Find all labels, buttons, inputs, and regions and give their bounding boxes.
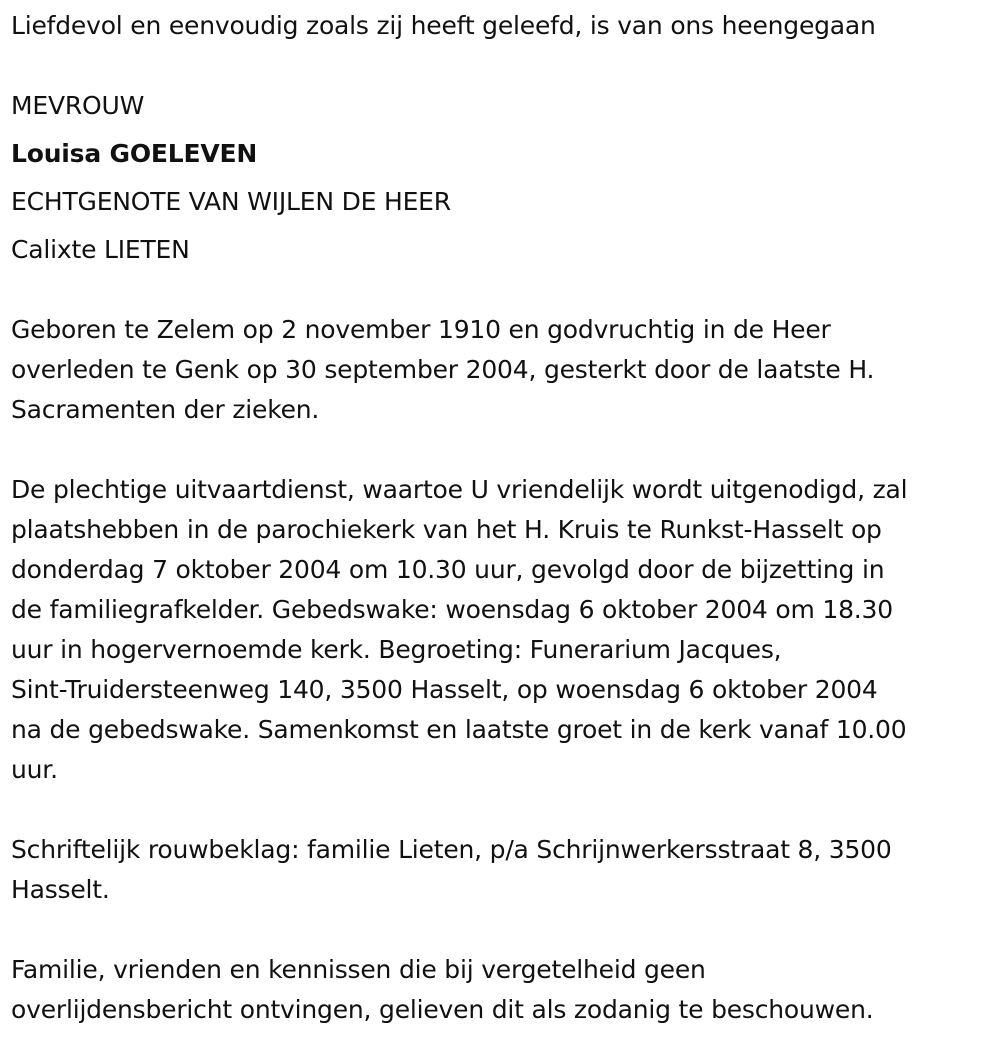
paragraph-line: uur in hogervernoemde kerk. Begroeting: Funerarium Jacques, (11, 635, 782, 664)
deceased-name: Louisa GOELEVEN (11, 139, 258, 168)
paragraph-line: donderdag 7 oktober 2004 om 10.30 uur, gevolgd door de bijzetting in (11, 555, 885, 584)
paragraph-line: Familie, vrienden en kennissen die bij vergetelheid geen (11, 955, 706, 984)
paragraph-line: Geboren te Zelem op 2 november 1910 en godvruchtig in de Heer (11, 315, 831, 344)
paragraph-line: overlijdensbericht ontvingen, gelieven dit als zodanig te beschouwen. (11, 995, 874, 1024)
paragraph-line: Schriftelijk rouwbeklag: familie Lieten, p/a Schrijnwerkersstraat 8, 3500 (11, 835, 892, 864)
intro-text: Liefdevol en eenvoudig zoals zij heeft geleefd, is van ons heengegaan (11, 11, 876, 40)
paragraph-line: de familiegrafkelder. Gebedswake: woensdag 6 oktober 2004 om 18.30 (11, 595, 893, 624)
spouse-label: ECHTGENOTE VAN WIJLEN DE HEER (11, 187, 451, 216)
family-notice-paragraph (11, 950, 874, 1030)
funeral-service-paragraph (11, 470, 907, 790)
paragraph-line: Sacramenten der zieken. (11, 395, 320, 424)
paragraph-line: plaatshebben in de parochiekerk van het H. Kruis te Runkst-Hasselt op (11, 515, 882, 544)
birth-death-paragraph (11, 310, 874, 430)
paragraph-line: Sint-Truidersteenweg 140, 3500 Hasselt, op woensdag 6 oktober 2004 (11, 675, 878, 704)
spouse-name: Calixte LIETEN (11, 235, 190, 264)
honorific-title: MEVROUW (11, 91, 145, 120)
paragraph-line: uur. (11, 755, 58, 784)
paragraph-line: De plechtige uitvaartdienst, waartoe U vriendelijk wordt uitgenodigd, zal (11, 475, 908, 504)
paragraph-line: Hasselt. (11, 875, 110, 904)
condolence-paragraph (11, 830, 892, 910)
paragraph-line: overleden te Genk op 30 september 2004, gesterkt door de laatste H. (11, 355, 875, 384)
paragraph-line: na de gebedswake. Samenkomst en laatste groet in de kerk vanaf 10.00 (11, 715, 907, 744)
